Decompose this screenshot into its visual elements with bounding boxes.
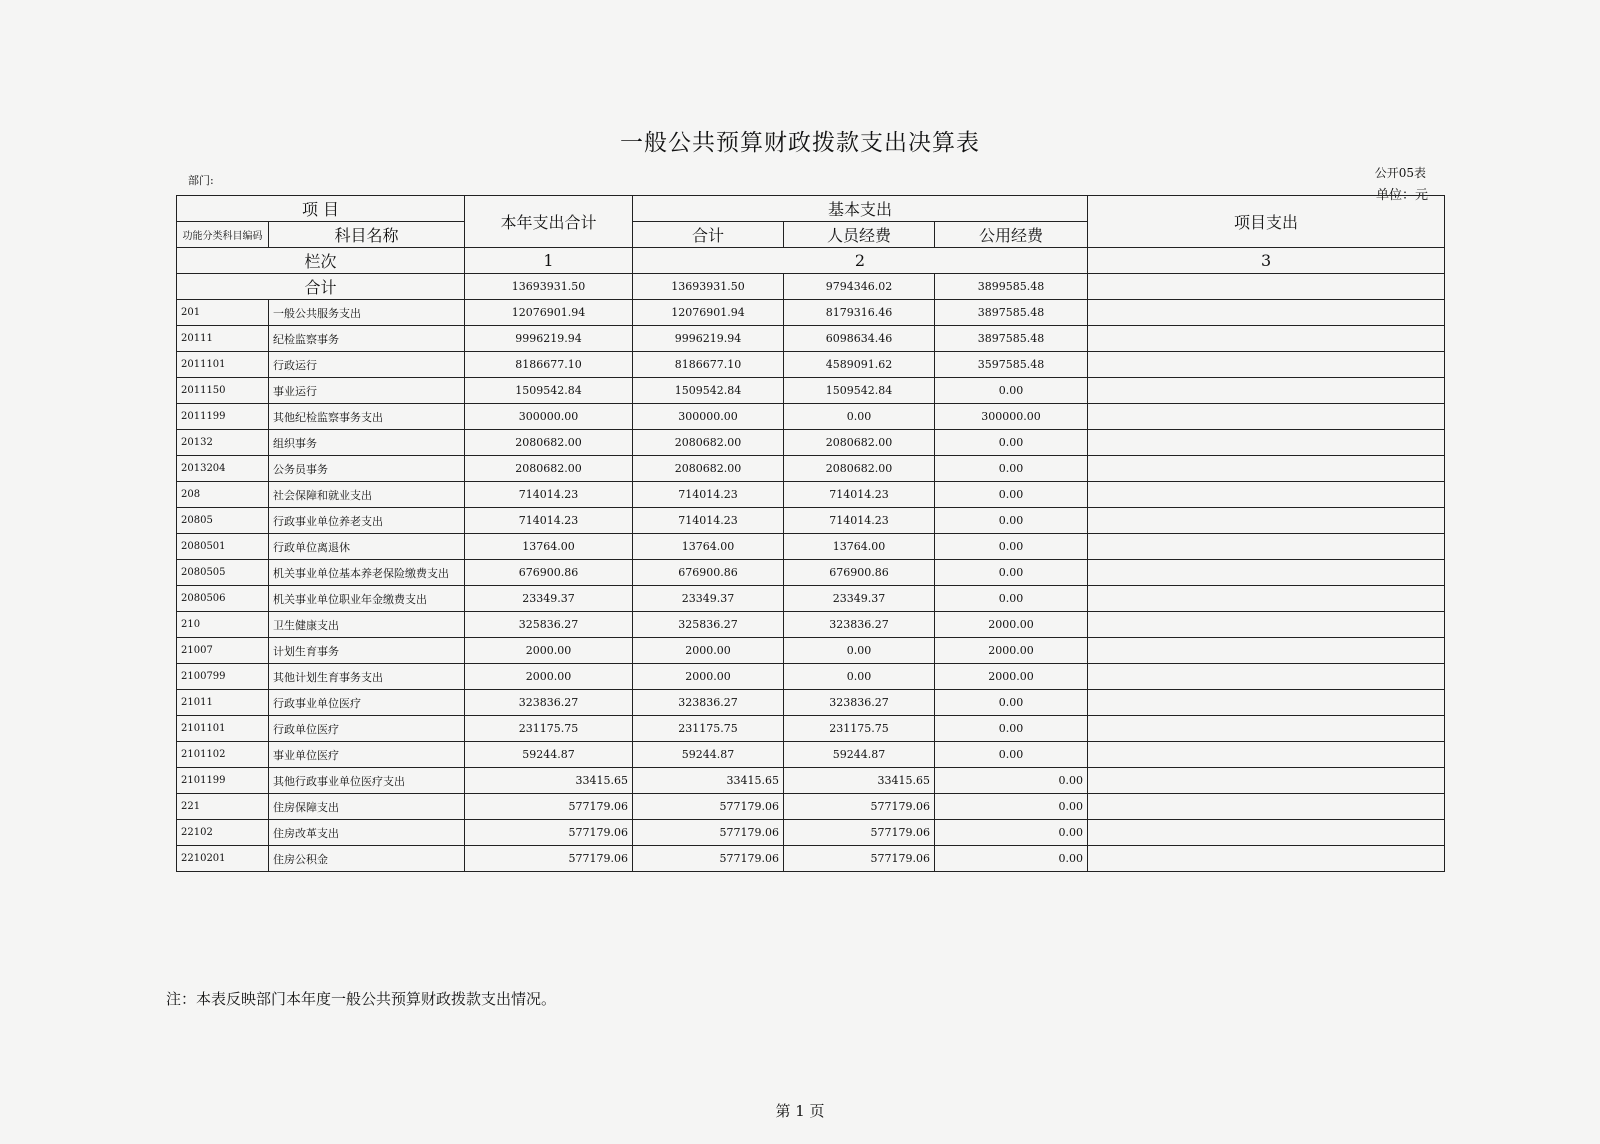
header-public: 公用经费 (935, 222, 1088, 248)
cell-code: 2080505 (177, 560, 269, 586)
table-row (177, 534, 1445, 560)
cell-personnel: 577179.06 (784, 820, 935, 846)
cell-total: 714014.23 (465, 508, 633, 534)
cell-project (1088, 378, 1445, 404)
sum-row (177, 274, 1445, 300)
table-row (177, 612, 1445, 638)
cell-code: 20111 (177, 326, 269, 352)
sum-project (1088, 274, 1445, 300)
cell-total: 2080682.00 (465, 430, 633, 456)
header-personnel: 人员经费 (784, 222, 935, 248)
cell-code: 2011101 (177, 352, 269, 378)
cell-personnel: 714014.23 (784, 508, 935, 534)
header-col2: 2 (633, 248, 1088, 274)
cell-basic-total: 12076901.94 (633, 300, 784, 326)
cell-name: 行政运行 (269, 352, 465, 378)
cell-personnel: 2080682.00 (784, 430, 935, 456)
cell-basic-total: 23349.37 (633, 586, 784, 612)
cell-basic-total: 325836.27 (633, 612, 784, 638)
expenditure-table (176, 195, 1445, 872)
cell-total: 1509542.84 (465, 378, 633, 404)
cell-project (1088, 300, 1445, 326)
cell-basic-total: 714014.23 (633, 508, 784, 534)
unit-label: 单位：元 (1375, 188, 1428, 203)
cell-project (1088, 716, 1445, 742)
cell-public: 2000.00 (935, 612, 1088, 638)
cell-personnel: 6098634.46 (784, 326, 935, 352)
table-row (177, 794, 1445, 820)
cell-basic-total: 33415.65 (633, 768, 784, 794)
cell-public: 3897585.48 (935, 300, 1088, 326)
cell-total: 33415.65 (465, 768, 633, 794)
cell-basic-total: 59244.87 (633, 742, 784, 768)
cell-basic-total: 300000.00 (633, 404, 784, 430)
cell-name: 事业运行 (269, 378, 465, 404)
cell-code: 2013204 (177, 456, 269, 482)
cell-personnel: 59244.87 (784, 742, 935, 768)
cell-project (1088, 664, 1445, 690)
cell-total: 325836.27 (465, 612, 633, 638)
cell-total: 577179.06 (465, 794, 633, 820)
page-title: 一般公共预算财政拨款支出决算表 (620, 130, 980, 156)
cell-basic-total: 577179.06 (633, 846, 784, 872)
cell-total: 13764.00 (465, 534, 633, 560)
cell-project (1088, 820, 1445, 846)
cell-project (1088, 690, 1445, 716)
cell-project (1088, 508, 1445, 534)
cell-project (1088, 430, 1445, 456)
cell-personnel: 1509542.84 (784, 378, 935, 404)
cell-basic-total: 1509542.84 (633, 378, 784, 404)
cell-name: 机关事业单位职业年金缴费支出 (269, 586, 465, 612)
cell-code: 2080506 (177, 586, 269, 612)
cell-total: 23349.37 (465, 586, 633, 612)
header-name: 科目名称 (269, 222, 465, 248)
cell-name: 社会保障和就业支出 (269, 482, 465, 508)
cell-public: 0.00 (935, 378, 1088, 404)
cell-public: 0.00 (935, 690, 1088, 716)
cell-name: 事业单位医疗 (269, 742, 465, 768)
cell-total: 231175.75 (465, 716, 633, 742)
cell-project (1088, 352, 1445, 378)
cell-total: 676900.86 (465, 560, 633, 586)
table-row (177, 820, 1445, 846)
table-row (177, 846, 1445, 872)
table-row (177, 560, 1445, 586)
cell-total: 8186677.10 (465, 352, 633, 378)
cell-personnel: 13764.00 (784, 534, 935, 560)
table-row (177, 690, 1445, 716)
cell-personnel: 8179316.46 (784, 300, 935, 326)
table-row (177, 742, 1445, 768)
cell-total: 714014.23 (465, 482, 633, 508)
cell-public: 0.00 (935, 430, 1088, 456)
cell-name: 住房保障支出 (269, 794, 465, 820)
cell-public: 0.00 (935, 560, 1088, 586)
sum-public: 3899585.48 (935, 274, 1088, 300)
sum-total: 13693931.50 (465, 274, 633, 300)
header-basic: 基本支出 (633, 196, 1088, 222)
cell-project (1088, 482, 1445, 508)
cell-code: 210 (177, 612, 269, 638)
cell-basic-total: 231175.75 (633, 716, 784, 742)
cell-public: 0.00 (935, 534, 1088, 560)
cell-name: 行政单位离退休 (269, 534, 465, 560)
cell-public: 0.00 (935, 846, 1088, 872)
cell-code: 2080501 (177, 534, 269, 560)
department-label: 部门: (188, 174, 214, 187)
cell-name: 行政单位医疗 (269, 716, 465, 742)
cell-personnel: 323836.27 (784, 690, 935, 716)
cell-basic-total: 2080682.00 (633, 430, 784, 456)
cell-public: 2000.00 (935, 664, 1088, 690)
cell-personnel: 0.00 (784, 664, 935, 690)
cell-code: 221 (177, 794, 269, 820)
cell-personnel: 2080682.00 (784, 456, 935, 482)
cell-name: 行政事业单位医疗 (269, 690, 465, 716)
header-project: 项目支出 (1088, 196, 1445, 248)
cell-code: 2100799 (177, 664, 269, 690)
cell-personnel: 714014.23 (784, 482, 935, 508)
cell-public: 0.00 (935, 482, 1088, 508)
cell-total: 2080682.00 (465, 456, 633, 482)
cell-public: 0.00 (935, 508, 1088, 534)
cell-public: 3897585.48 (935, 326, 1088, 352)
cell-basic-total: 2080682.00 (633, 456, 784, 482)
table-body (177, 274, 1445, 872)
cell-personnel: 4589091.62 (784, 352, 935, 378)
cell-basic-total: 577179.06 (633, 794, 784, 820)
header-col1: 1 (465, 248, 633, 274)
cell-basic-total: 577179.06 (633, 820, 784, 846)
table-note: 注：本表反映部门本年度一般公共预算财政拨款支出情况。 (166, 990, 557, 1008)
cell-name: 行政事业单位养老支出 (269, 508, 465, 534)
cell-code: 21007 (177, 638, 269, 664)
table-row (177, 326, 1445, 352)
form-number: 公开05表 (1374, 166, 1426, 180)
cell-total: 300000.00 (465, 404, 633, 430)
cell-name: 其他行政事业单位医疗支出 (269, 768, 465, 794)
cell-name: 公务员事务 (269, 456, 465, 482)
cell-total: 323836.27 (465, 690, 633, 716)
cell-basic-total: 676900.86 (633, 560, 784, 586)
cell-project (1088, 612, 1445, 638)
cell-code: 21011 (177, 690, 269, 716)
cell-code: 2011199 (177, 404, 269, 430)
table-row (177, 664, 1445, 690)
sum-basic-total: 13693931.50 (633, 274, 784, 300)
cell-public: 2000.00 (935, 638, 1088, 664)
cell-total: 577179.06 (465, 820, 633, 846)
cell-code: 2210201 (177, 846, 269, 872)
table-row (177, 456, 1445, 482)
table-row (177, 482, 1445, 508)
table-row (177, 404, 1445, 430)
cell-name: 住房改革支出 (269, 820, 465, 846)
cell-personnel: 231175.75 (784, 716, 935, 742)
cell-project (1088, 742, 1445, 768)
table-row (177, 300, 1445, 326)
cell-personnel: 33415.65 (784, 768, 935, 794)
table-row (177, 768, 1445, 794)
cell-personnel: 23349.37 (784, 586, 935, 612)
cell-project (1088, 638, 1445, 664)
cell-project (1088, 846, 1445, 872)
cell-public: 0.00 (935, 768, 1088, 794)
cell-basic-total: 714014.23 (633, 482, 784, 508)
cell-total: 2000.00 (465, 664, 633, 690)
cell-public: 0.00 (935, 586, 1088, 612)
table-row (177, 638, 1445, 664)
cell-code: 20132 (177, 430, 269, 456)
cell-public: 300000.00 (935, 404, 1088, 430)
cell-basic-total: 2000.00 (633, 664, 784, 690)
cell-basic-total: 323836.27 (633, 690, 784, 716)
cell-name: 一般公共服务支出 (269, 300, 465, 326)
cell-name: 纪检监察事务 (269, 326, 465, 352)
cell-public: 3597585.48 (935, 352, 1088, 378)
cell-public: 0.00 (935, 820, 1088, 846)
cell-name: 机关事业单位基本养老保险缴费支出 (269, 560, 465, 586)
cell-basic-total: 2000.00 (633, 638, 784, 664)
cell-total: 59244.87 (465, 742, 633, 768)
table-row (177, 352, 1445, 378)
cell-code: 2101102 (177, 742, 269, 768)
cell-project (1088, 404, 1445, 430)
header-basic-total: 合计 (633, 222, 784, 248)
cell-code: 2101199 (177, 768, 269, 794)
table-row (177, 586, 1445, 612)
cell-code: 208 (177, 482, 269, 508)
page-number: 第 1 页 (775, 1102, 825, 1120)
cell-total: 12076901.94 (465, 300, 633, 326)
cell-public: 0.00 (935, 794, 1088, 820)
cell-name: 其他计划生育事务支出 (269, 664, 465, 690)
cell-total: 2000.00 (465, 638, 633, 664)
cell-name: 其他纪检监察事务支出 (269, 404, 465, 430)
header-row-no: 栏次 (177, 248, 465, 274)
cell-public: 0.00 (935, 456, 1088, 482)
cell-total: 577179.06 (465, 846, 633, 872)
cell-personnel: 323836.27 (784, 612, 935, 638)
header-code: 功能分类科目编码 (177, 222, 269, 248)
sum-label: 合计 (177, 274, 465, 300)
cell-code: 20805 (177, 508, 269, 534)
cell-basic-total: 9996219.94 (633, 326, 784, 352)
cell-public: 0.00 (935, 716, 1088, 742)
cell-project (1088, 586, 1445, 612)
cell-public: 0.00 (935, 742, 1088, 768)
cell-personnel: 577179.06 (784, 846, 935, 872)
table-row (177, 508, 1445, 534)
cell-name: 卫生健康支出 (269, 612, 465, 638)
cell-name: 组织事务 (269, 430, 465, 456)
cell-code: 2101101 (177, 716, 269, 742)
table-row (177, 378, 1445, 404)
sum-personnel: 9794346.02 (784, 274, 935, 300)
cell-code: 2011150 (177, 378, 269, 404)
cell-basic-total: 13764.00 (633, 534, 784, 560)
cell-personnel: 676900.86 (784, 560, 935, 586)
cell-personnel: 577179.06 (784, 794, 935, 820)
cell-total: 9996219.94 (465, 326, 633, 352)
cell-project (1088, 534, 1445, 560)
cell-project (1088, 768, 1445, 794)
cell-name: 计划生育事务 (269, 638, 465, 664)
cell-project (1088, 794, 1445, 820)
cell-project (1088, 456, 1445, 482)
table-row (177, 716, 1445, 742)
cell-name: 住房公积金 (269, 846, 465, 872)
cell-personnel: 0.00 (784, 638, 935, 664)
cell-personnel: 0.00 (784, 404, 935, 430)
header-total: 本年支出合计 (465, 196, 633, 248)
cell-project (1088, 326, 1445, 352)
cell-code: 201 (177, 300, 269, 326)
table-row (177, 430, 1445, 456)
header-item: 项 目 (177, 196, 465, 222)
cell-project (1088, 560, 1445, 586)
cell-code: 22102 (177, 820, 269, 846)
header-col3: 3 (1088, 248, 1445, 274)
cell-basic-total: 8186677.10 (633, 352, 784, 378)
